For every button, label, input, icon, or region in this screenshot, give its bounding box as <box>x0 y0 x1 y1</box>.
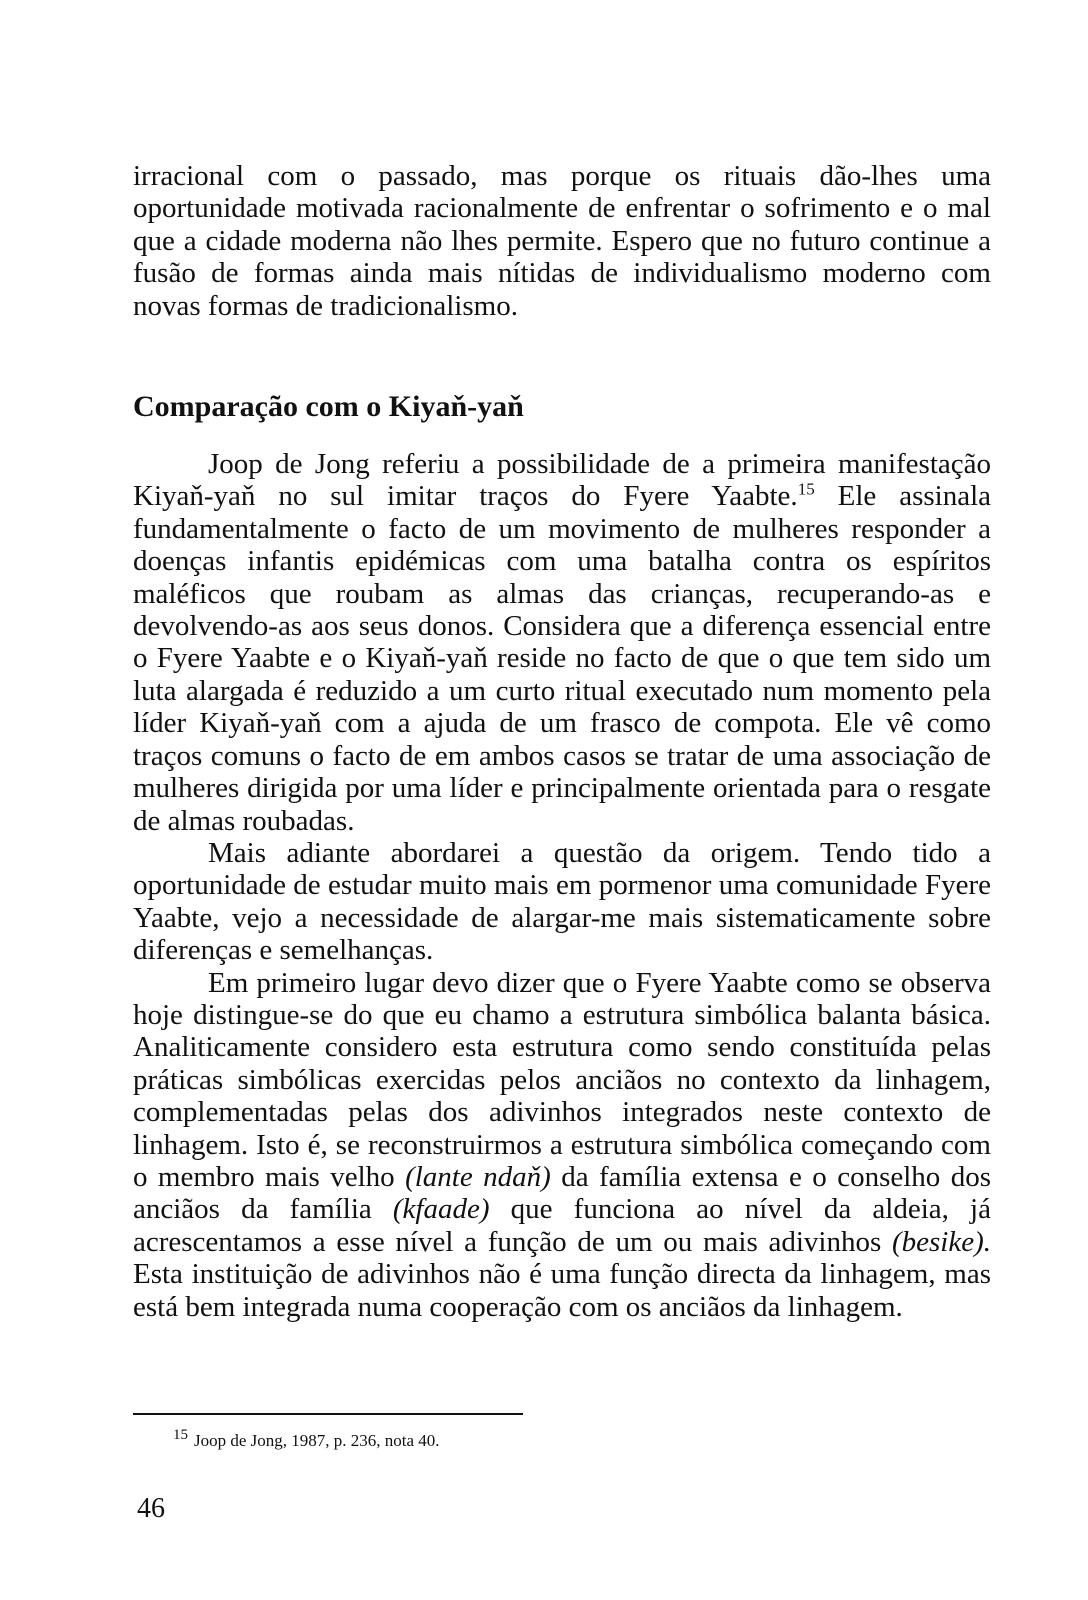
term-lante-ndan: (lante ndaň) <box>405 1160 551 1193</box>
paragraph-1 <box>133 448 991 837</box>
footnote-reference: 15 <box>797 479 815 499</box>
paragraph-3-text-c: que funciona ao nível da aldeia, já acrescentamos a esse nível a função de um ou mais adivinhos <box>133 1193 991 1258</box>
paragraph-3-text-b: da família extensa e o conselho dos anciãos da família <box>133 1160 991 1226</box>
section-heading: Comparação com o Kiyaň-yaň <box>133 390 524 424</box>
footnote <box>173 1427 440 1452</box>
term-besike: (besike). <box>891 1225 991 1258</box>
footnote-number: 15 <box>173 1427 188 1444</box>
paragraph-3 <box>133 967 991 1323</box>
paragraph-1-text-a: Joop de Jong referiu a possibilidade de a primeira manifestação Kiyaň-yaň no sul imitar traços do Fyere Yaabte. <box>133 448 991 513</box>
term-kfaade: (kfaade) <box>392 1193 490 1226</box>
paragraph-2: Mais adiante abordarei a questão da origem. Tendo tido a oportunidade de estudar muito mais em pormenor uma comunidade Fyere Yaabte, vejo a necessidade de alargar-me mais sistematicamente sobre diferenças e semelhanças. <box>133 836 991 967</box>
paragraph-3-text-a: Em primeiro lugar devo dizer que o Fyere Yaabte como se observa hoje distingue-se do que eu chamo a estrutura simbólica balanta básica. Analiticamente considero esta estrutura como sendo constituída pelas práticas simbólicas exercidas pelos anciãos no contexto da linhagem, complementadas pelas dos adivinhos integrados neste contexto de linhagem. Isto é, se reconstruirmos a estrutura simbólica começando com o membro mais velho <box>133 966 991 1193</box>
page-body <box>133 160 991 1323</box>
footnote-divider <box>133 1413 523 1415</box>
paragraph-3-text-d: Esta instituição de adivinhos não é uma função directa da linhagem, mas está bem integrada numa cooperação com os anciãos da linhagem. <box>133 1258 991 1323</box>
footnote-text: Joop de Jong, 1987, p. 236, nota 40. <box>194 1431 440 1450</box>
top-paragraph: irracional com o passado, mas porque os rituais dão-lhes uma oportunidade motivada racionalmente de enfrentar o sofrimento e o mal que a cidade moderna não lhes permite. Espero que no futuro continue a fusão de formas ainda mais nítidas de individualismo moderno com novas formas de tradicionalismo. <box>133 160 991 322</box>
page-number: 46 <box>137 1493 165 1524</box>
paragraph-1-text-b: Ele assinala fundamentalmente o facto de um movimento de mulheres responder a doenças infantis epidémicas com uma batalha contra os espíritos maléficos que roubam as almas das crianças, recuperando-as e devolvendo-as aos seus donos. Considera que a diferença essencial entre o Fyere Yaabte e o Kiyaň-yaň reside no facto de que o que tem sido um luta alargada é reduzido a um curto ritual executado num momento pela líder Kiyaň-yaň com a ajuda de um frasco de compota. Ele vê como traços comuns o facto de em ambos casos se tratar de uma associação de mulheres dirigida por uma líder e principalmente orientada para o resgate de almas roubadas. <box>133 480 991 837</box>
